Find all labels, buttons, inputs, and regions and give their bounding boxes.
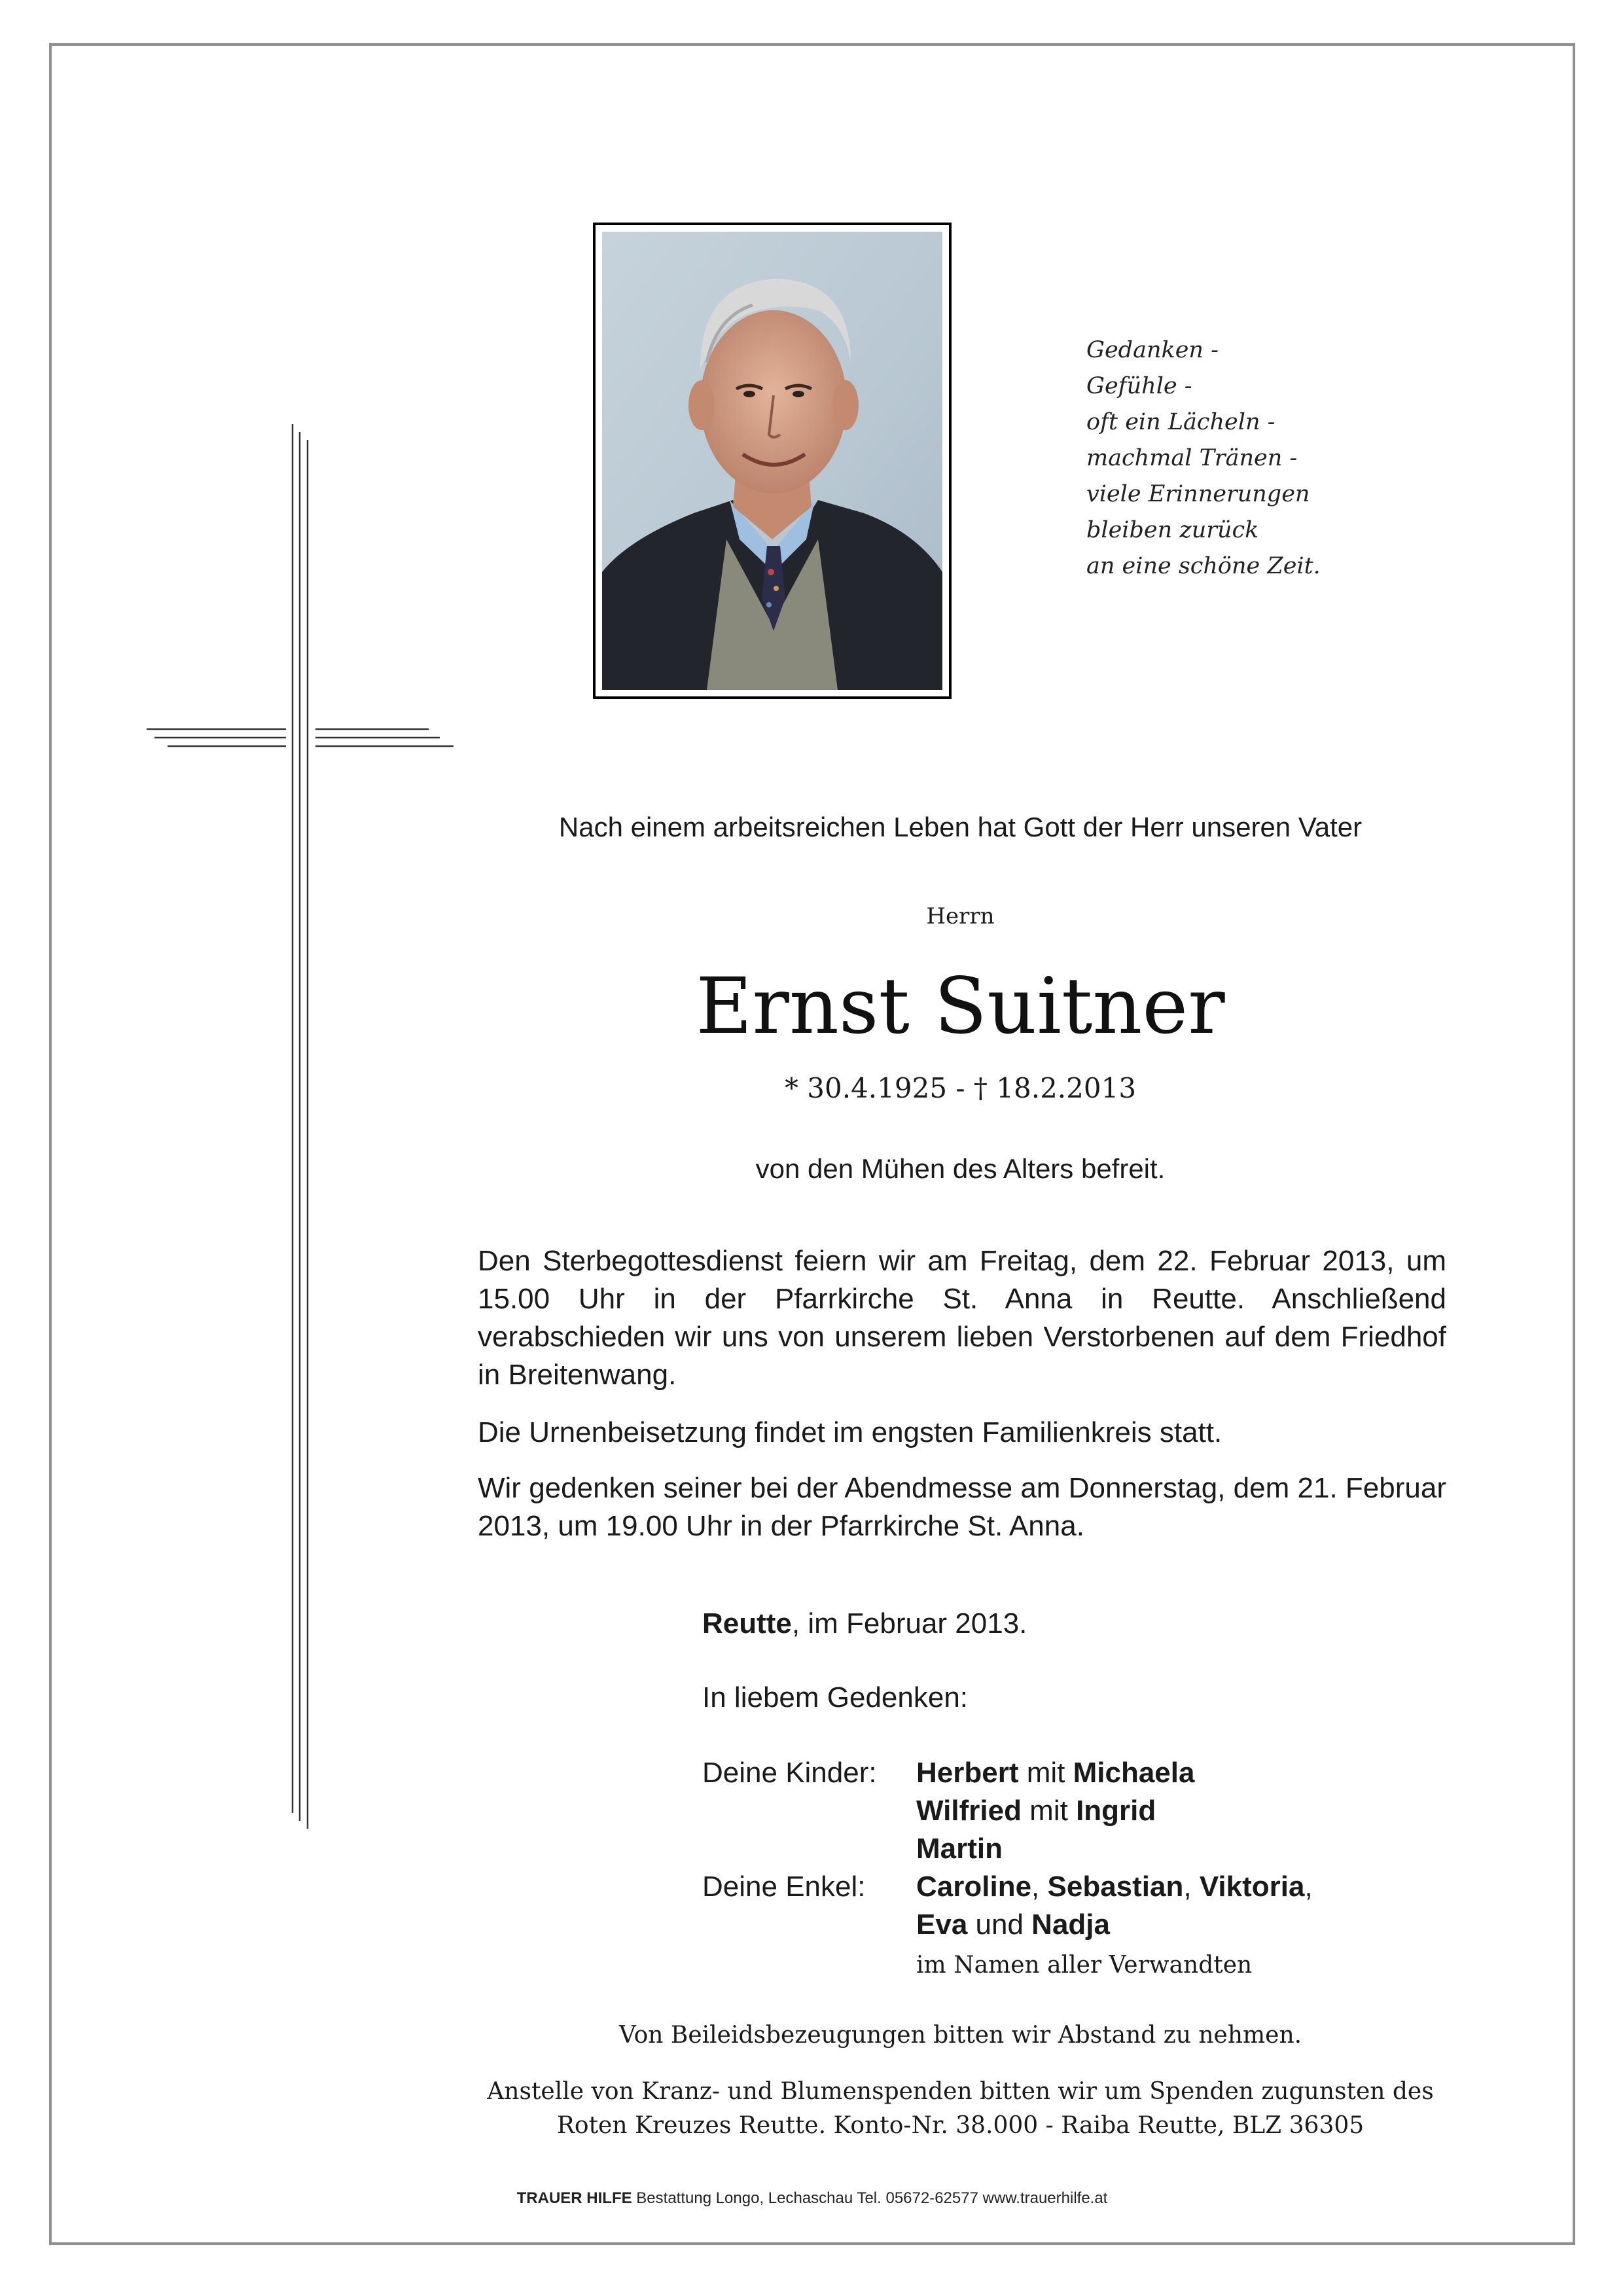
donation-line: Anstelle von Kranz- und Blumenspenden bitten wir um Spenden zugunsten des <box>487 2078 1434 2105</box>
salutation: Herrn <box>926 903 995 929</box>
grandchildren-line <box>916 1906 1110 1944</box>
connector: mit <box>1018 1757 1073 1789</box>
child-line <box>916 1792 1156 1830</box>
grandchildren-line: Caroline, Sebastian, Viktoria, <box>916 1871 1313 1903</box>
urn-paragraph: Die Urnenbeisetzung findet im engsten Familienkreis statt. <box>478 1416 1222 1448</box>
child-line <box>916 1754 1194 1792</box>
portrait-photo <box>593 223 952 699</box>
child-name: Wilfried <box>916 1795 1022 1827</box>
poem-line: Gedanken - <box>1086 337 1219 363</box>
mass-paragraph: Wir gedenken seiner bei der Abendmesse am Donnerstag, dem 21. Februar 2013, um 19.00 Uhr in der Pfarrkirche St. Anna. <box>478 1472 1446 1542</box>
partner-name: Michaela <box>1073 1757 1195 1789</box>
connector: mit <box>1021 1795 1077 1827</box>
poem-line: machmal Tränen - <box>1086 445 1298 471</box>
poem-line: oft ein Lächeln - <box>1086 409 1275 435</box>
grandchild-name: Sebastian <box>1047 1871 1184 1903</box>
poem-line: bleiben zurück <box>1086 517 1259 543</box>
partner-name: Ingrid <box>1076 1795 1156 1827</box>
portrait-image <box>602 232 942 690</box>
child-name: Martin <box>916 1833 1003 1865</box>
poem-line: an eine schöne Zeit. <box>1086 553 1321 579</box>
place: Reutte <box>702 1607 792 1640</box>
service-paragraph: Den Sterbegottesdienst feiern wir am Freitag, dem 22. Februar 2013, um 15.00 Uhr in der Pfarrkirche St. Anna in Reutte. Anschließend verabschieden wir uns von unserem lieben Verstorbenen auf dem Friedhof in Breitenwang. <box>478 1245 1446 1391</box>
life-dates: * 30.4.1925 - † 18.2.2013 <box>784 1072 1137 1104</box>
freed-text: von den Mühen des Alters befreit. <box>755 1153 1166 1184</box>
condolence-text: Von Beileidsbezeugungen bitten wir Abstand zu nehmen. <box>618 2022 1302 2049</box>
footer <box>49 2189 1575 2208</box>
poem-line: Gefühle - <box>1086 373 1192 399</box>
children-label: Deine Kinder: <box>702 1757 877 1789</box>
footer-brand: TRAUER HILFE <box>516 2189 632 2207</box>
relatives-text: im Namen aller Verwandten <box>916 1952 1253 1979</box>
intro-text: Nach einem arbeitsreichen Leben hat Gott der Herr unseren Vater <box>558 812 1363 842</box>
child-line <box>916 1830 1003 1868</box>
grandchild-name: Caroline <box>916 1871 1032 1903</box>
donation-text <box>458 2075 1463 2143</box>
grandchild-name: Eva <box>916 1909 968 1941</box>
grandchildren-label: Deine Enkel: <box>702 1871 866 1903</box>
remember-text: In liebem Gedenken: <box>702 1681 969 1713</box>
deceased-name: Ernst Suitner <box>696 961 1225 1051</box>
donation-line: Roten Kreuzes Reutte. Konto-Nr. 38.000 - Raiba Reutte, BLZ 36305 <box>556 2112 1364 2139</box>
poem <box>1086 332 1427 584</box>
poem-line: viele Erinnerungen <box>1086 481 1310 507</box>
connector: und <box>967 1909 1032 1941</box>
grandchild-name: Viktoria <box>1199 1871 1305 1903</box>
grandchild-name: Nadja <box>1031 1909 1110 1941</box>
footer-details: Bestattung Longo, Lechaschau Tel. 05672-62577 www.trauerhilfe.at <box>632 2189 1108 2207</box>
place-date <box>702 1605 1027 1643</box>
child-name: Herbert <box>916 1757 1019 1789</box>
date-text: , im Februar 2013. <box>791 1607 1027 1640</box>
